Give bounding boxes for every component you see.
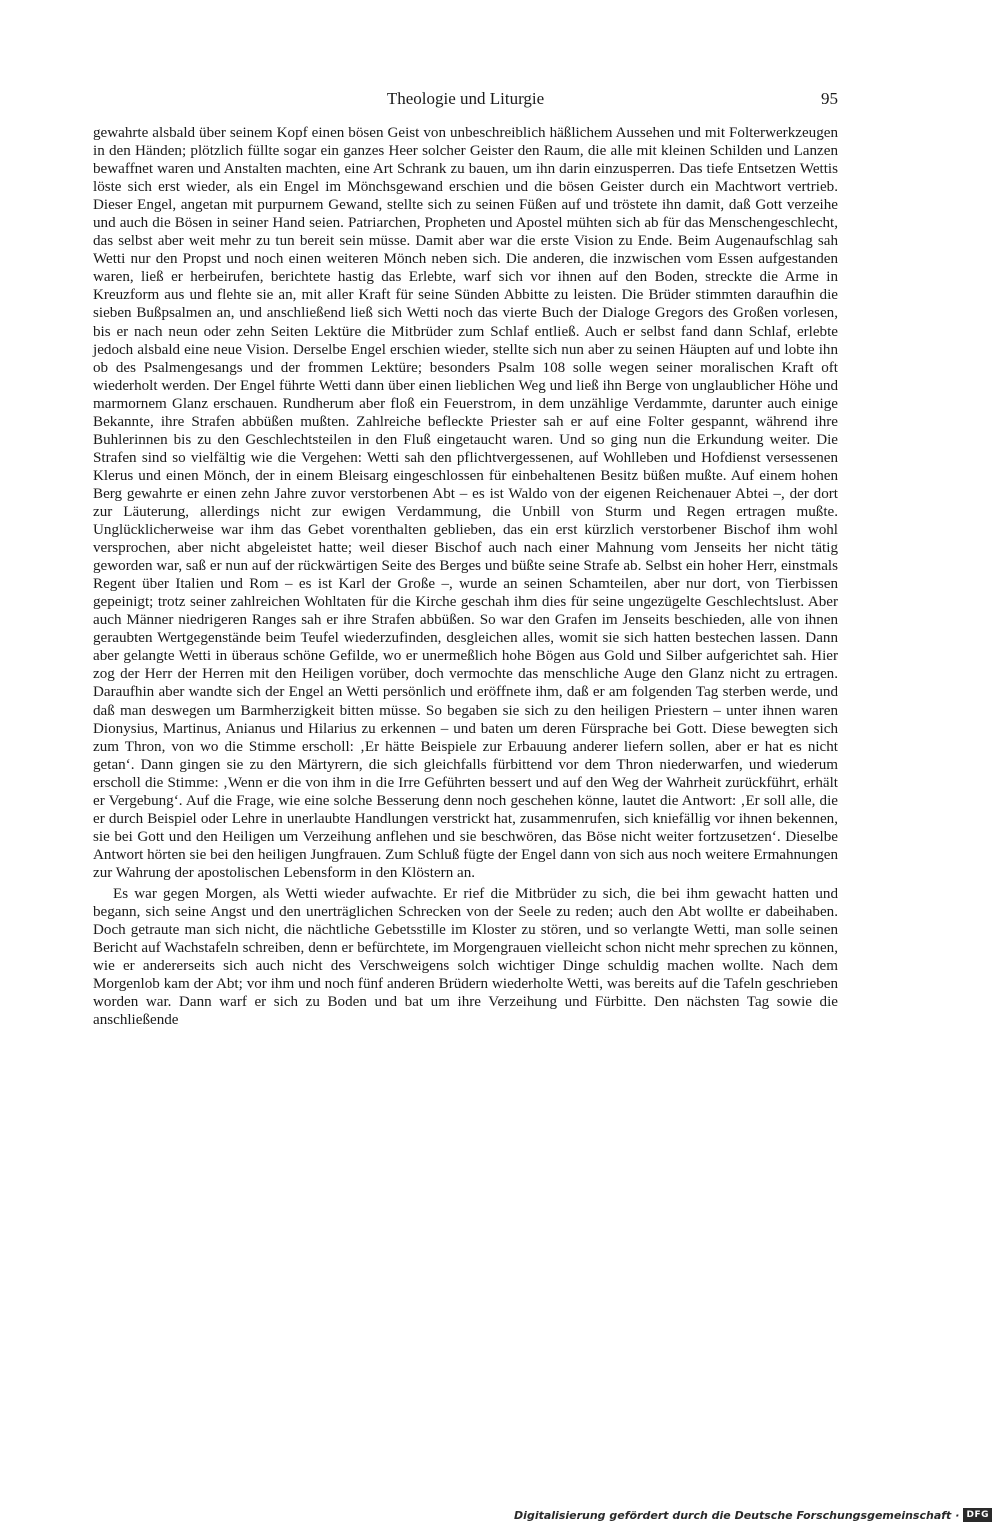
funding-credit: Digitalisierung gefördert durch die Deutsche Forschungsgemeinschaft [514,1508,952,1522]
running-title: Theologie und Liturgie [386,89,545,108]
separator-dot: · [955,1508,960,1522]
page-header [93,86,838,112]
paragraph: gewahrte alsbald über seinem Kopf einen bösen Geist von unbeschreiblich häßlichem Aussehen und mit Folterwerkzeugen in den Händen; plötzlich füllte sogar ein ganzes Heer solcher Geister den Raum, die alle mit kleinen Schilden und Lanzen bewaffnet waren und Anstalten machten, eine Art Schrank zu bauen, um ihn darin einzusperren. Das tiefe Entsetzen Wettis löste sich erst wieder, als ein Engel im Mönchsgewand erschien und die bösen Geister durch ein Machtwort vertrieb. Dieser Engel, angetan mit purpurnem Gewand, stellte sich zu seinen Füßen auf und tröstete ihn damit, daß Gott verzeihe und auch die Bösen in seiner Hand seien. Patriarchen, Propheten und Apostel mühten sich ab für das Menschengeschlecht, das selbst aber weit mehr zu tun bereit sein müsse. Damit aber war die erste Vision zu Ende. Beim Augenaufschlag sah Wetti nur den Propst und noch einen weiteren Mönch neben sich. Die anderen, die inzwischen vom Essen aufgestanden waren, ließ er herbeirufen, berichtete hastig das Erlebte, warf sich vor ihnen auf den Boden, streckte die Arme in Kreuzform aus und flehte sie an, mit aller Kraft für seine Sünden Abbitte zu leisten. Die Brüder stimmten daraufhin die sieben Bußpsalmen an, und anschließend ließ sich Wetti noch das vierte Buch der Dialoge Gregors des Großen vorlesen, bis er nach neun oder zehn Seiten Lektüre die Mitbrüder zum Schlaf entließ. Auch er selbst fand dann Schlaf, erlebte jedoch alsbald eine neue Vision. Derselbe Engel erschien wieder, stellte sich nun aber zu seinen Häupten auf und lobte ihn ob des Psalmengesangs und der frommen Lektüre; besonders Psalm 108 solle wegen seiner moralischen Kraft oft wiederholt werden. Der Engel führte Wetti dann über einen lieblichen Weg und ließ ihn Berge von unglaublicher Höhe und marmornem Glanz erschauen. Rundherum aber floß ein Feuerstrom, in dem unzählige Verdammte, darunter auch einige Bekannte, ihre Strafen abbüßen mußten. Zahlreiche befleckte Priester sah er auf eine Folter gespannt, während ihre Buhlerinnen bis zu den Geschlechtsteilen in den Fluß eingetaucht waren. Und so ging nun die Erkundung weiter. Die Strafen sind so vielfältig wie die Vergehen: Wetti sah den pflichtvergessenen, auf Wohlleben und Hofdienst versessenen Klerus und einen Mönch, der in einem Bleisarg eingeschlossen für einbehaltenen Besitz büßen mußte. Auf einem hohen Berg gewahrte er einen zehn Jahre zuvor verstorbenen Abt – es ist Waldo von der eigenen Reichenauer Abtei –, der dort zur Läuterung, allerdings nicht zur ewigen Verdammung, die Unbill von Sturm und Regen ertragen mußte. Unglücklicherweise war ihm das Gebet vorenthalten geblieben, das ein erst kürzlich verstorbener Bischof ihm wohl versprochen, aber nicht abgeleistet hatte; weil dieser Bischof auch nach einer Mahnung vom Jenseits her nicht tätig geworden war, saß er nun auf der rückwärtigen Seite des Berges und büßte seine Strafe ab. Selbst ein hoher Herr, einstmals Regent über Italien und Rom – es ist Karl der Große –, wurde an seinen Schamteilen, aber nur dort, von Tierbissen gepeinigt; trotz seiner zahlreichen Wohltaten für die Kirche geschah ihm dies für seine ungezügelte Geschlechtslust. Aber auch Männer niedrigeren Ranges sah er ihre Strafen abbüßen. So war den Grafen im Jenseits beschieden, alle von ihnen geraubten Wertgegenstände beim Teufel wiederzufinden, desgleichen alles, womit sie sich hatten bestechen lassen. Dann aber gelangte Wetti in überaus schöne Gefilde, wo er unermeßlich hohe Bögen aus Gold und Silber aufgerichtet sah. Hier zog der Herr der Herren mit den Heiligen vorüber, doch vermochte das menschliche Auge den Glanz nicht zu ertragen. Daraufhin aber wandte sich der Engel an Wetti persönlich und eröffnete ihm, daß er am folgenden Tag sterben werde, und daß man deswegen um Barmherzigkeit bitten müsse. So begaben sie sich zu den heiligen Priestern – unter ihnen waren Dionysius, Martinus, Anianus und Hilarius zu erkennen – und baten um deren Fürsprache bei Gott. Diese bewegten sich zum Thron, von wo die Stimme erscholl: ‚Er hätte Beispiele zur Erbauung anderer liefern sollen, aber er hat es nicht getan‘. Dann gingen sie zu den Märtyrern, die sich gleichfalls fürbittend vor dem Thron niederwarfen, und wiederum erscholl die Stimme: ‚Wenn er die von ihm in die Irre Geführten bessert und auf den Weg der Wahrheit zurückführt, erhält er Vergebung‘. Auf die Frage, wie eine solche Besserung denn noch geschehen könne, lautet die Antwort: ‚Er soll alle, die er durch Beispiel oder Lehre in unerlaubte Handlungen verstrickt hat, zusammenrufen, sich kniefällig vor ihnen bekennen, sie bei Gott und den Heiligen um Verzeihung anflehen und sie beschwören, das Böse nicht weiter fortzusetzen‘. Dieselbe Antwort hörten sie bei den heiligen Jungfrauen. Zum Schluß fügte der Engel dann von sich aus noch weitere Ermahnungen zur Wahrung der apostolischen Lebensform in den Klöstern an. [93,125,838,881]
paragraph: Es war gegen Morgen, als Wetti wieder aufwachte. Er rief die Mitbrüder zu sich, die bei ihm gewacht hatten und begann, sich seine Angst und den unerträglichen Schrecken von der Seele zu reden; auch den Abt wollte er dabeihaben. Doch getraute man sich nicht, die nächtliche Gebetsstille im Kloster zu stören, und so verlangte Wetti, man solle seinen Bericht auf Wachstafeln schreiben, denn er befürchtete, im Morgengrauen vielleicht schon nicht mehr sprechen zu können, wie er andererseits sich auch nicht des Verschweigens solch wichtiger Dinge schuldig machen wollte. Nach dem Morgenlob kam der Abt; vor ihm und noch fünf anderen Brüdern wiederholte Wetti, was bereits auf die Tafeln geschrieben worden war. Dann warf er sich zu Boden und bat um ihre Verzeihung und Fürbitte. Den nächsten Tag sowie die anschließende [93,885,838,1029]
body-text [93,124,838,1029]
digitization-footer [514,1508,992,1522]
dfg-logo: DFG [963,1508,992,1522]
page-number: 95 [821,89,838,108]
